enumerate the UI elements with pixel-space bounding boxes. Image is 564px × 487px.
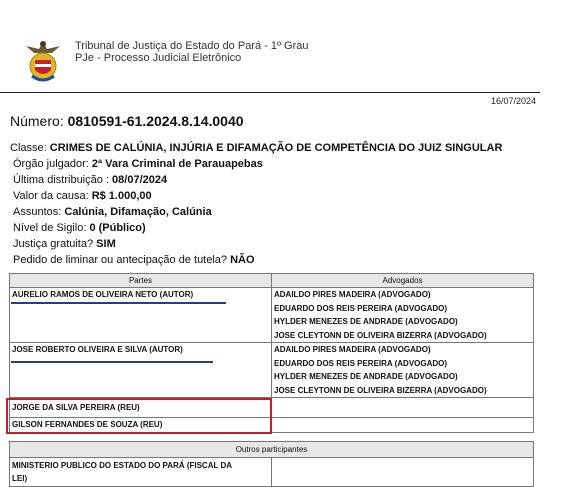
advogado-name: ADAILDO PIRES MADEIRA (ADVOGADO) [274, 345, 431, 354]
parte-cell [10, 288, 272, 343]
table-row [10, 458, 534, 487]
header-text [75, 40, 309, 64]
parte-name: GILSON FERNANDES DE SOUZA (REU) [12, 420, 163, 429]
gratuita-line [13, 238, 116, 250]
participant-line: LEI) [12, 474, 28, 483]
orgao-label: Órgão julgador: [13, 158, 89, 170]
distribuicao-value: 08/07/2024 [112, 174, 168, 186]
assuntos-value: Calúnia, Difamação, Calúnia [64, 206, 212, 218]
orgao-value: 2ª Vara Criminal de Parauapebas [91, 158, 263, 170]
sigilo-line [13, 222, 146, 234]
valor-line [13, 190, 152, 202]
advogado-name: ADAILDO PIRES MADEIRA (ADVOGADO) [274, 290, 431, 299]
table-header-row [10, 274, 534, 288]
document-date: 16/07/2024 [490, 96, 536, 106]
highlight-box [6, 398, 272, 434]
col-partes-header: Partes [10, 274, 272, 288]
participant-empty-cell [272, 458, 534, 487]
assuntos-label: Assuntos: [13, 206, 62, 218]
assuntos-line [13, 206, 212, 218]
numero-label: Número: [10, 113, 64, 129]
other-participants-table [9, 441, 534, 487]
sigilo-label: Nível de Sigilo: [13, 222, 87, 234]
process-number [10, 113, 244, 129]
classe-value: CRIMES DE CALÚNIA, INJÚRIA E DIFAMAÇÃO DE COMPETÊNCIA DO JUIZ SINGULAR [49, 142, 503, 154]
advogado-name: HYLDER MENEZES DE ANDRADE (ADVOGADO) [274, 372, 458, 381]
advogado-name: JOSE CLEYTONN DE OLIVEIRA BIZERRA (ADVOGADO) [274, 330, 487, 340]
other-participants-header: Outros participantes [10, 442, 534, 458]
classe-line [10, 142, 502, 154]
distribuicao-line [13, 174, 167, 186]
participant-cell [10, 458, 272, 487]
system-name: PJe - Processo Judicial Eletrônico [75, 52, 242, 64]
orgao-line [13, 158, 263, 170]
liminar-line [13, 254, 255, 266]
liminar-value: NÃO [230, 254, 255, 266]
distribuicao-label: Última distribuição : [13, 174, 109, 186]
parte-cell [10, 343, 272, 398]
header-divider [0, 92, 540, 93]
advogado-name: HYLDER MENEZES DE ANDRADE (ADVOGADO) [274, 317, 458, 326]
participant-line: MINISTERIO PUBLICO DO ESTADO DO PARÁ (FISCAL DA [12, 461, 233, 470]
valor-value: R$ 1.000,00 [91, 190, 152, 202]
advogado-name: JOSE CLEYTONN DE OLIVEIRA BIZERRA (ADVOGADO) [274, 385, 487, 395]
underline-annotation [11, 361, 213, 363]
gratuita-value: SIM [96, 238, 116, 250]
table-row [10, 288, 534, 343]
classe-label: Classe: [10, 142, 47, 154]
advogados-cell [272, 398, 534, 418]
advogados-cell [272, 343, 534, 398]
parte-name: AURELIO RAMOS DE OLIVEIRA NETO (AUTOR) [12, 290, 194, 299]
table-row [10, 343, 534, 398]
court-coat-of-arms-logo [22, 36, 64, 86]
col-advogados-header: Advogados [272, 274, 534, 288]
advogado-name: EDUARDO DOS REIS PEREIRA (ADVOGADO) [274, 358, 448, 368]
parte-name: JORGE DA SILVA PEREIRA (REU) [12, 403, 140, 412]
advogado-name: EDUARDO DOS REIS PEREIRA (ADVOGADO) [274, 303, 448, 313]
advogados-cell [272, 418, 534, 433]
numero-value: 0810591-61.2024.8.14.0040 [67, 113, 244, 129]
court-name: Tribunal de Justiça do Estado do Pará - 1º Grau [75, 40, 309, 52]
sigilo-value: 0 (Público) [89, 222, 146, 234]
parte-name: JOSE ROBERTO OLIVEIRA E SILVA (AUTOR) [12, 345, 183, 354]
underline-annotation [11, 302, 226, 304]
advogados-cell [272, 288, 534, 343]
gratuita-label: Justiça gratuita? [13, 238, 94, 250]
liminar-label: Pedido de liminar ou antecipação de tutela? [13, 254, 228, 266]
valor-label: Valor da causa: [13, 190, 89, 202]
